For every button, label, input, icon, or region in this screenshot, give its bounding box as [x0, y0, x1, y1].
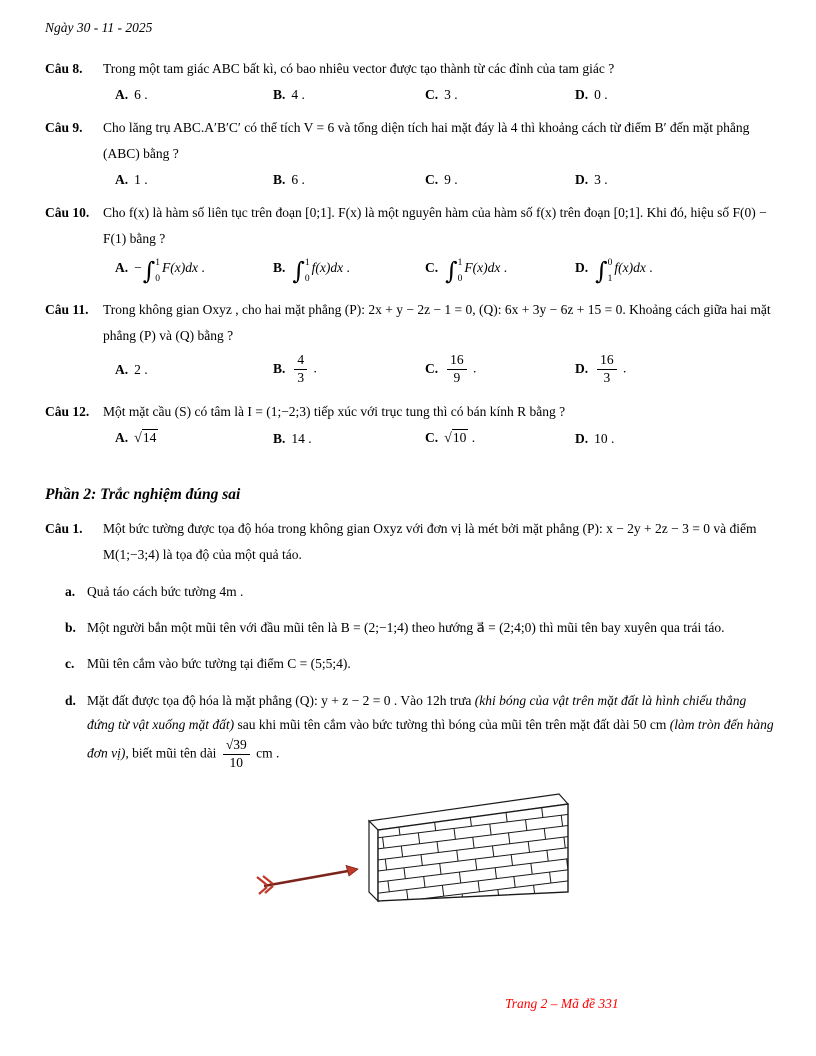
fraction: $\frac{16}{3}$ [597, 352, 617, 387]
figure-wall-arrow-svg [250, 780, 580, 912]
header-date: Ngày 30 - 11 - 2025 [45, 20, 153, 35]
page-footer: Trang 2 – Mã đề 331 [505, 996, 619, 1011]
integral: ∫ 1 0 [445, 257, 463, 286]
integral: ∫ 1 0 [142, 257, 161, 286]
question-11 [45, 297, 776, 387]
option-b: B. 6 . [273, 171, 305, 187]
option-c: C. 9 . [425, 171, 458, 187]
option-c: C. $\frac{16}{9}$ . [425, 352, 477, 386]
question-10-options [115, 255, 776, 285]
question-12 [45, 399, 776, 452]
option-a: A. √14 [115, 429, 157, 446]
question-9-options [115, 167, 776, 193]
question-8-options [115, 82, 776, 108]
question-10 [45, 200, 776, 285]
option-b: B. 14 . [273, 430, 312, 446]
option-d: D. 3 . [575, 171, 608, 187]
option-a: A. 6 . [115, 86, 148, 102]
part2-question-1 [45, 516, 776, 772]
option-c: C. 3 . [425, 86, 458, 102]
sqrt: √10 [444, 429, 467, 446]
statement-c: c. Mũi tên cắm vào bức tường tại điểm C = (5;5;4). [65, 656, 351, 672]
fraction-sqrt: $\frac{√39}{10}$ [223, 737, 250, 772]
question-11-options [115, 352, 776, 387]
statement-d: d. Mặt đất được tọa độ hóa là mặt phẳng (Q): y + z − 2 = 0 . Vào 12h trưa (khi bóng của vật trên mặt đất là hình chiếu thẳng đứng từ vật xuống mặt đất) sau khi mũi tên cắm vào bức tường thì bóng của mũi tên trên mặt đất dài 50 cm (làm tròn đến hàng đơn vị), biết mũi tên dài $\frac{√39}{10}$ cm . [65, 689, 776, 772]
option-b: B. $\frac{4}{3}$ . [273, 352, 317, 386]
question-10-label: Câu 10. [45, 205, 90, 221]
statement-d-text: Mặt đất được tọa độ hóa là mặt phẳng (Q): y + z − 2 = 0 . Vào 12h trưa (khi bóng của vật trên mặt đất là hình chiếu thẳng đứng từ vật xuống mặt đất) sau khi mũi tên cắm vào bức tường thì bóng của mũi tên trên mặt đất dài 50 cm (làm tròn đến hàng đơn vị), biết mũi tên dài $\frac{√39}{10}$ cm . [87, 692, 774, 771]
fraction: $\frac{16}{9}$ [447, 352, 467, 387]
part2-question-1-label: Câu 1. [45, 521, 83, 537]
brick-wall-icon [369, 794, 568, 901]
option-a: A. − ∫ 1 0 F(x)dx . [115, 257, 205, 286]
question-10-text: Cho f(x) là hàm số liên tục trên đoạn [0;1]. F(x) là một nguyên hàm của hàm số f(x) trên đoạn [0;1]. Khi đó, hiệu số F(0) − F(1) bằng ? [103, 205, 767, 246]
question-9 [45, 115, 776, 192]
question-8-text: Trong một tam giác ABC bất kì, có bao nhiêu vector được tạo thành từ các đỉnh của tam giác ? [103, 61, 615, 76]
option-b: B. ∫ 1 0 f(x)dx . [273, 257, 350, 286]
option-c: C. √10 . [425, 429, 476, 446]
arrow-icon [257, 865, 358, 894]
option-a: A. 1 . [115, 171, 148, 187]
question-8 [45, 56, 776, 107]
question-12-options [115, 425, 776, 453]
figure-wall-arrow [250, 780, 776, 916]
question-11-label: Câu 11. [45, 302, 89, 318]
part2-question-1-text: Một bức tường được tọa độ hóa trong không gian Oxyz với đơn vị là mét bởi mặt phẳng (P): x − 2y + 2z − 3 = 0 và điểm M(1;−3;4) là tọa độ của một quả táo. [103, 521, 757, 563]
option-c: C. ∫ 1 0 F(x)dx . [425, 257, 508, 286]
option-d: D. 0 . [575, 86, 608, 102]
question-12-text: Một mặt cầu (S) có tâm là I = (1;−2;3) tiếp xúc với trục tung thì có bán kính R bằng ? [103, 404, 566, 420]
integral: ∫ 1 0 [292, 257, 310, 286]
integral: ∫ 0 1 [595, 257, 613, 286]
question-8-label: Câu 8. [45, 61, 83, 76]
option-a: A. 2 . [115, 362, 148, 378]
option-b: B. 4 . [273, 86, 305, 102]
question-9-text: Cho lăng trụ ABC.A′B′C′ có thể tích V = 6 và tổng diện tích hai mặt đáy là 4 thì khoảng cách từ điểm B′ đến mặt phẳng (ABC) bằng ? [103, 120, 750, 161]
question-12-label: Câu 12. [45, 404, 90, 420]
option-d: D. $\frac{16}{3}$ . [575, 352, 627, 386]
statement-a: a. Quả táo cách bức tường 4m . [65, 583, 244, 599]
option-d: D. ∫ 0 1 f(x)dx . [575, 257, 653, 286]
question-11-text: Trong không gian Oxyz , cho hai mặt phẳng (P): 2x + y − 2z − 1 = 0, (Q): 6x + 3y − 6z + 15 = 0. Khoảng cách giữa hai mặt phẳng (P) và (Q) bằng ? [103, 302, 771, 343]
fraction: $\frac{4}{3}$ [294, 352, 307, 387]
sqrt: √14 [134, 429, 157, 446]
part2-title: Phần 2: Trắc nghiệm đúng sai [45, 486, 241, 504]
option-d: D. 10 . [575, 430, 615, 446]
statement-b: b. Một người bắn một mũi tên với đầu mũi tên là B = (2;−1;4) theo hướng a⃗ = (2;4;0) thì mũi tên bay xuyên qua trái táo. [65, 620, 725, 636]
question-9-label: Câu 9. [45, 120, 83, 136]
